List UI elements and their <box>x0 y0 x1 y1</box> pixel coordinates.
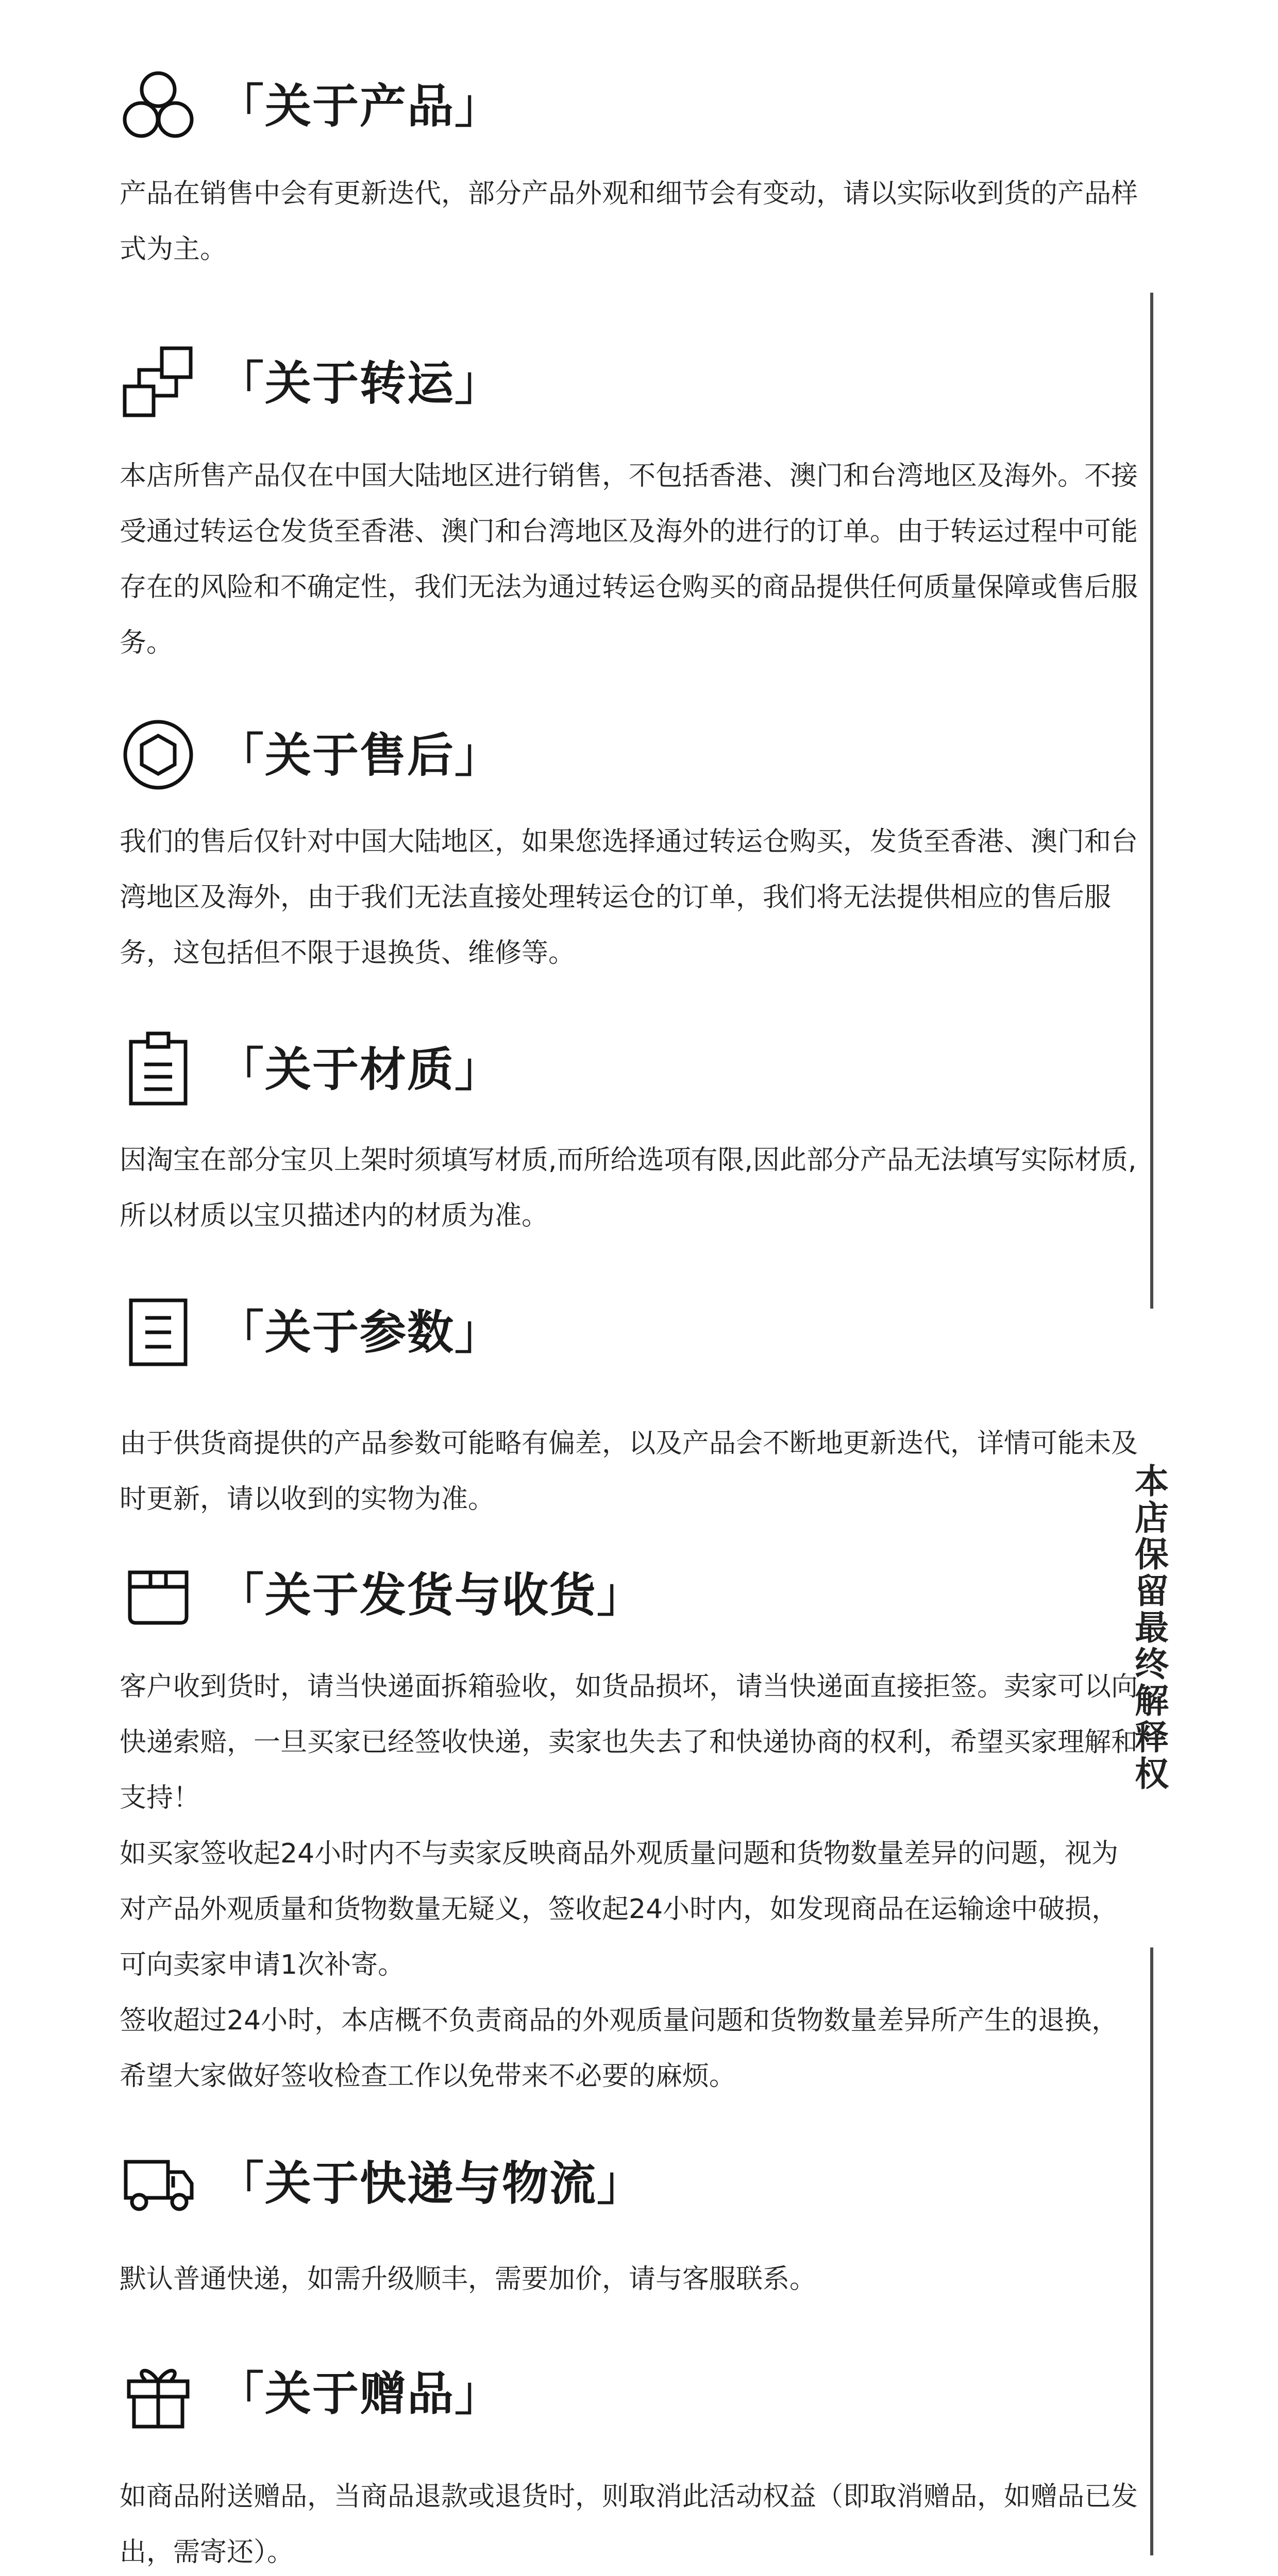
section-header <box>120 67 1140 144</box>
clipboard-icon <box>120 1030 197 1108</box>
side-note-char: 留 <box>1135 1571 1169 1611</box>
section-header <box>120 1293 1140 1370</box>
section-body <box>120 448 1140 671</box>
section-material <box>120 1030 1140 1244</box>
section-header <box>120 1030 1140 1108</box>
section-express-logistics <box>120 2144 1140 2307</box>
paragraph: 如商品附送赠品，当商品退款或退货时，则取消此活动权益（即取消赠品，如赠品已发出，需寄还）。 <box>120 2481 1138 2568</box>
paragraph: 客户收到货时，请当快递面拆箱验收，如货品损坏，请当快递面直接拒签。卖家可以向快递索赔，一旦买家已经签收快递，卖家也失去了和快递协商的权利，希望买家理解和支持！ <box>120 1671 1138 1814</box>
side-note-char: 店 <box>1135 1498 1169 1538</box>
section-header <box>120 2144 1140 2222</box>
section-body <box>120 1132 1140 1244</box>
section-header <box>120 2354 1140 2432</box>
paragraph: 本店所售产品仅在中国大陆地区进行销售，不包括香港、澳门和台湾地区及海外。不接受通过转运仓发货至香港、澳门和台湾地区及海外的进行的订单。由于转运过程中可能存在的风险和不确定性，我们无法为通过转运仓购买的商品提供任何质量保障或售后服务。 <box>120 461 1138 658</box>
delivery-truck-icon <box>120 2144 197 2222</box>
section-parameters <box>120 1293 1140 1527</box>
section-header <box>120 344 1140 421</box>
section-shipping-receiving <box>120 1556 1140 2104</box>
section-gifts <box>120 2354 1140 2576</box>
section-title: 「关于售后」 <box>217 728 502 783</box>
side-note-text <box>1123 1463 1180 1792</box>
section-after-sales <box>120 716 1140 981</box>
section-header <box>120 1556 1140 1633</box>
package-box-icon <box>120 1556 197 1633</box>
section-body <box>120 2469 1140 2576</box>
paragraph: 默认普通快递，如需升级顺丰，需要加价，请与客服联系。 <box>120 2264 817 2295</box>
section-product <box>120 67 1140 277</box>
section-title: 「关于转运」 <box>217 357 502 411</box>
hexagon-circle-icon <box>120 716 197 793</box>
section-body <box>120 166 1140 277</box>
paragraph: 由于供货商提供的产品参数可能略有偏差，以及产品会不断地更新迭代，详情可能未及时更新，请以收到的实物为准。 <box>120 1428 1138 1515</box>
side-note-char: 权 <box>1135 1754 1169 1794</box>
section-title: 「关于材质」 <box>217 1043 502 1097</box>
section-title: 「关于产品」 <box>217 79 502 133</box>
side-note-char: 解 <box>1135 1681 1169 1721</box>
side-note-char: 最 <box>1135 1608 1169 1648</box>
section-title: 「关于快递与物流」 <box>217 2157 644 2211</box>
section-header <box>120 716 1140 793</box>
section-title: 「关于参数」 <box>217 1306 502 1360</box>
document-lines-icon <box>120 1293 197 1370</box>
transfer-squares-icon <box>120 344 197 421</box>
side-note <box>1123 1463 1180 1792</box>
paragraph: 产品在销售中会有更新迭代，部分产品外观和细节会有变动，请以实际收到货的产品样式为主。 <box>120 178 1138 265</box>
gift-icon <box>120 2354 197 2432</box>
side-divider-bottom <box>1150 1947 1153 2555</box>
section-body <box>120 814 1140 981</box>
section-title: 「关于赠品」 <box>217 2367 502 2421</box>
side-note-char: 终 <box>1135 1645 1169 1684</box>
section-title: 「关于发货与收货」 <box>217 1568 644 1622</box>
paragraph: 签收超过24小时，本店概不负责商品的外观质量问题和货物数量差异所产生的退换，希望大家做好签收检查工作以免带来不必要的麻烦。 <box>120 2005 1119 2092</box>
paragraph: 我们的售后仅针对中国大陆地区，如果您选择通过转运仓购买，发货至香港、澳门和台湾地区及海外，由于我们无法直接处理转运仓的订单，我们将无法提供相应的售后服务，这包括但不限于退换货、维修等。 <box>120 826 1138 969</box>
section-body <box>120 1659 1140 2104</box>
section-body <box>120 1416 1140 1527</box>
side-note-char: 保 <box>1135 1535 1169 1574</box>
paragraph: 因淘宝在部分宝贝上架时须填写材质,而所给选项有限,因此部分产品无法填写实际材质,所以材质以宝贝描述内的材质为准。 <box>120 1145 1137 1231</box>
side-divider-top <box>1150 293 1153 1309</box>
side-note-char: 本 <box>1135 1462 1169 1501</box>
section-body <box>120 2251 1140 2307</box>
side-note-char: 释 <box>1135 1718 1169 1757</box>
paragraph: 如买家签收起24小时内不与卖家反映商品外观质量问题和货物数量差异的问题，视为对产品外观质量和货物数量无疑义，签收起24小时内，如发现商品在运输途中破损，可向卖家申请1次补寄。 <box>120 1838 1119 1980</box>
three-circles-icon <box>120 67 197 144</box>
section-transfer <box>120 344 1140 671</box>
